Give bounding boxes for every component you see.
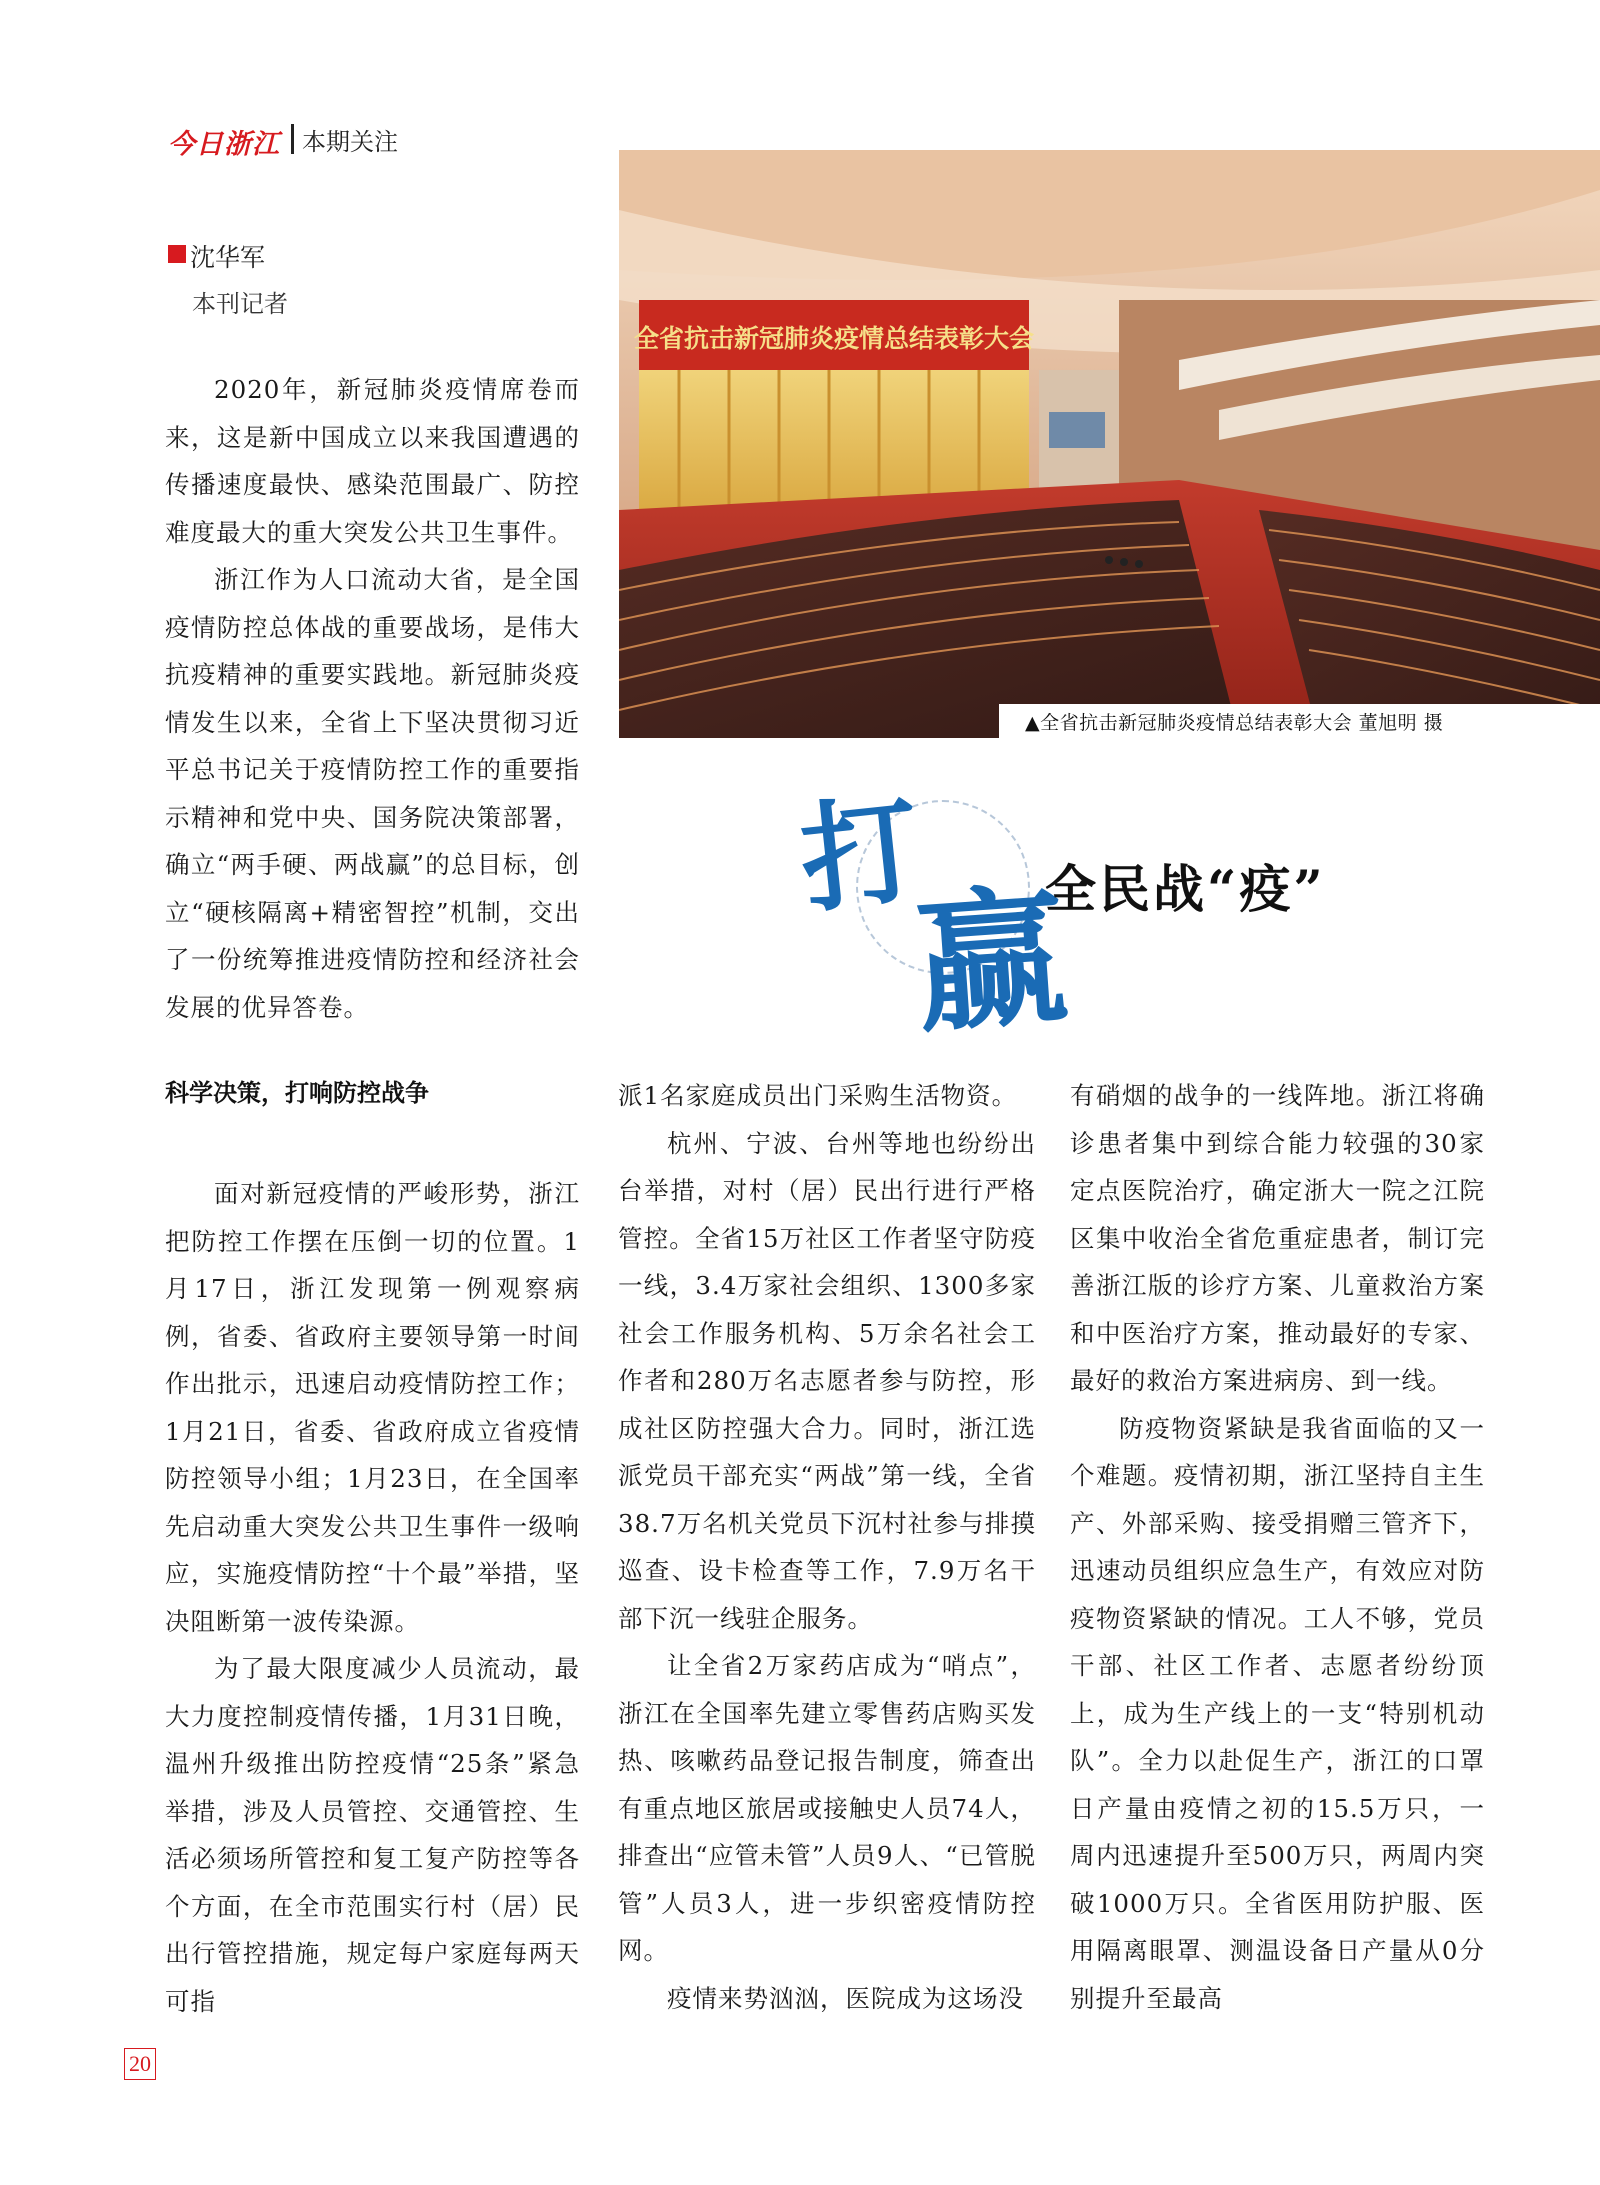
author-marker-icon <box>168 245 186 263</box>
headline-char-da: 打 <box>794 779 926 930</box>
author-name: 沈华军 <box>190 243 266 272</box>
body-column-2 <box>618 1072 1036 2022</box>
paragraph: 为了最大限度减少人员流动，最大力度控制疫情传播，1月31日晚，温州升级推出防控疫情“25条”紧急举措，涉及人员管控、交通管控、生活必须场所管控和复工复产防控等各个方面，在全市范围实行村（居）民出行管控措施，规定每户家庭每两天可指 <box>165 1654 580 2016</box>
page-number: 20 <box>124 2048 156 2080</box>
paragraph: 杭州、宁波、台州等地也纷纷出台举措，对村（居）民出行进行严格管控。全省15万社区工作者坚守防疫一线，3.4万家社会组织、1300多家社会工作服务机构、5万余名社会工作者和280万名志愿者参与防控，形成社区防控强大合力。同时，浙江选派党员干部充实“两战”第一线，全省38.7万名机关党员下沉村社参与排摸巡查、设卡检查等工作，7.9万名干部下沉一线驻企服务。 <box>618 1128 1036 1633</box>
paragraph: 派1名家庭成员出门采购生活物资。 <box>618 1081 1018 1110</box>
paragraph: 有硝烟的战争的一线阵地。浙江将确诊患者集中到综合能力较强的30家定点医院治疗，确定浙大一院之江院区集中收治全省危重症患者，制订完善浙江版的诊疗方案、儿童救治方案和中医治疗方案，推动最好的专家、最好的救治方案进病房、到一线。 <box>1070 1081 1485 1395</box>
header-divider <box>291 124 294 154</box>
paragraph: 让全省2万家药店成为“哨点”，浙江在全国率先建立零售药店购买发热、咳嗽药品登记报告制度，筛查出有重点地区旅居或接触史人员74人，排查出“应管未管”人员9人、“已管脱管”人员3人，进一步织密疫情防控网。 <box>618 1651 1036 1965</box>
paragraph: 面对新冠疫情的严峻形势，浙江把防控工作摆在压倒一切的位置。1月17日，浙江发现第一例观察病例，省委、省政府主要领导第一时间作出批示，迅速启动疫情防控工作；1月21日，省委、省政府成立省疫情防控领导小组；1月23日，在全国率先启动重大突发公共卫生事件一级响应，实施疫情防控“十个最”举措，坚决阻断第一波传染源。 <box>165 1179 580 1636</box>
magazine-logo: 今日浙江 <box>168 129 280 160</box>
headline-char-ying: 赢 <box>909 867 1072 1054</box>
paragraph: 疫情来势汹汹，医院成为这场没 <box>667 1983 1024 2013</box>
intro-text <box>165 366 580 1031</box>
paragraph: 浙江作为人口流动大省，是全国疫情防控总体战的重要战场，是伟大抗疫精神的重要实践地。新冠肺炎疫情发生以来，全省上下坚决贯彻习近平总书记关于疫情防控工作的重要指示精神和党中央、国务院决策部署，确立“两手硬、两战赢”的总目标，创立“硬核隔离+精密智控”机制，交出了一份统筹推进疫情防控和经济社会发展的优异答卷。 <box>165 565 580 1022</box>
banner-text: 全省抗击新冠肺炎疫情总结表彰大会 <box>633 324 1035 353</box>
author-role: 本刊记者 <box>192 290 288 318</box>
paragraph: 防疫物资紧缺是我省面临的又一个难题。疫情初期，浙江坚持自主生产、外部采购、接受捐赠三管齐下，迅速动员组织应急生产，有效应对防疫物资紧缺的情况。工人不够，党员干部、社区工作者、志愿者纷纷顶上，成为生产线上的一支“特别机动队”。全力以赴促生产，浙江的口罩日产量由疫情之初的15.5万只，一周内迅速提升至500万只，两周内突破1000万只。全省医用防护服、医用隔离眼罩、测温设备日产量从0分别提升至最高 <box>1070 1413 1485 2013</box>
section-title: 本期关注 <box>302 128 398 156</box>
section-subheading: 科学决策，打响防控战争 <box>165 1079 429 1107</box>
body-column-3 <box>1070 1072 1485 2022</box>
headline-subtitle: 全民战“疫” <box>1045 860 1326 920</box>
body-column-1 <box>165 1170 580 2025</box>
photo-caption: ▲全省抗击新冠肺炎疫情总结表彰大会 董旭明 摄 <box>1025 712 1444 734</box>
conference-photo <box>619 150 1600 738</box>
paragraph: 2020年，新冠肺炎疫情席卷而来，这是新中国成立以来我国遭遇的传播速度最快、感染范围最广、防控难度最大的重大突发公共卫生事件。 <box>165 375 580 547</box>
